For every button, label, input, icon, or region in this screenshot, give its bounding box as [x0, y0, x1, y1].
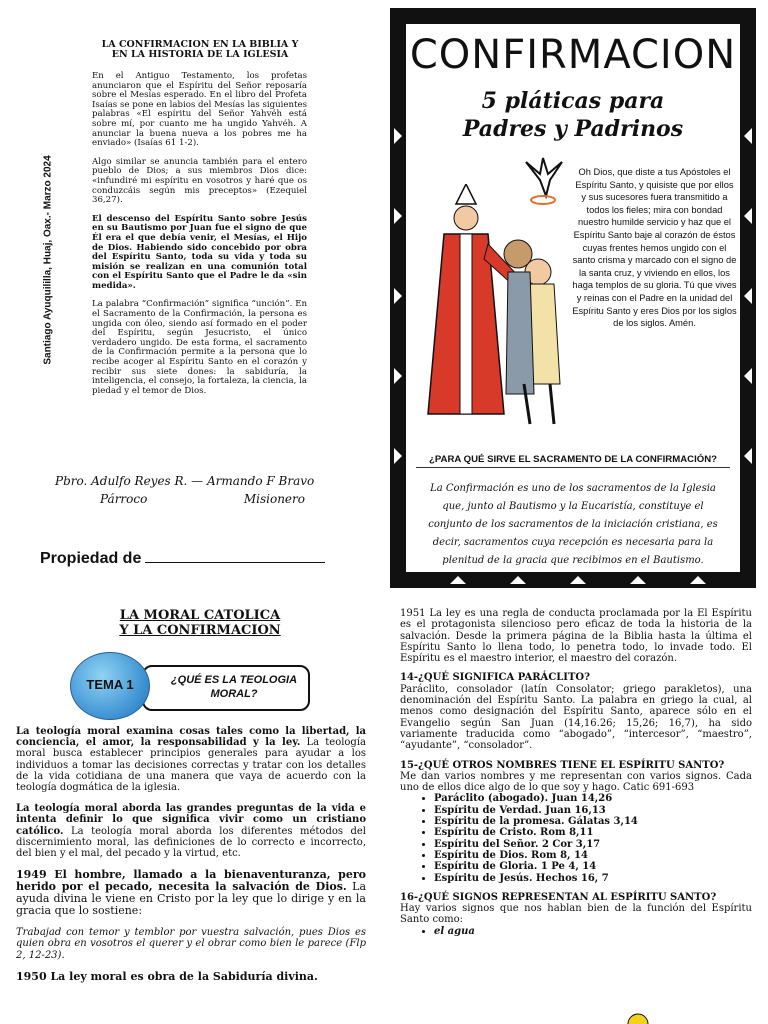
answer-text: La Confirmación es uno de los sacramentos de la Iglesia que, junto al Bautismo y la Eucaristía, constituye el conjunto de los sacramentos de la iniciación cristiana, es decir, sacramentos cuya recepción es necesaria para la plenitud de la gracia que recibimos en el Bautismo. [428, 483, 718, 566]
signature-role: Párroco [100, 492, 148, 506]
paragraph: El descenso del Espíritu Santo sobre Jesús en su Bautismo por Juan fue el signo de que Él era el que debía venir, el Mesías, el Hijo de Dios. Habiendo sido concebido por obra del Espíritu Santo, toda su vida y toda su misión se realizan en una comunión total con el Espíritu Santo que el Padre le da «sin medida». [92, 213, 307, 291]
topic-question: ¿QUÉ ES LA TEOLOGIA MORAL? [170, 674, 298, 700]
paragraph: Algo similar se anuncia también para el entero pueblo de Dios; a sus miembros Dios dice: «infundiré mi espíritu en vosotros y haré que os conduzcáis según mis preceptos» (Ezequiel 36,27). [92, 156, 307, 206]
prayer-text: Oh Dios, que diste a tus Apóstoles el Espíritu Santo, y quisiste que por ellos y sus sucesores fuera transmitido a todos los fieles; mira con bondad nuestro humilde servicio y haz que el Espíritu Santo baje al corazón de éstos cuyas frentes hemos ungido con el santo crisma y marcado con el signo de la santa cruz, y viviendo en ellos, los haga templos de su gloria. Tú que vives y reinas con el Padre en la unidad del Espíritu Santo y eres Dios por los siglos de los siglos. Amén. [572, 167, 737, 329]
question-heading: ¿PARA QUÉ SIRVE EL SACRAMENTO DE LA CONFIRMACIÓN? [416, 454, 730, 468]
answer-15: Me dan varios nombres y me representan con varios signos. Cada uno de ellos dice algo de lo que soy y hago. Catic 691-693 [400, 770, 752, 794]
spirit-text [400, 608, 752, 945]
property-line: Propiedad de [40, 550, 340, 568]
signatures [55, 472, 345, 508]
topic-badge: TEMA 1 [70, 652, 150, 720]
question-14: 14-¿QUÉ SIGNIFICA PARÁCLITO? [400, 672, 590, 684]
blank-line [145, 550, 325, 563]
chapter-heading: LA MORAL CATOLICA Y LA CONFIRMACION [119, 608, 281, 638]
list-item: • Espíritu de Cristo. Rom 8,11 [434, 827, 752, 838]
cover-inner [406, 24, 740, 572]
moral-text [16, 726, 366, 992]
paragraph: 1949 El hombre, llamado a la bienaventuranza, pero herido por el pecado, necesita la salvación de Dios. La ayuda divina le viene en Cristo por la ley que lo dirige y en la gracia que lo sostiene: [16, 868, 367, 918]
cover-subtitle: Padres y Padrinos [462, 116, 684, 142]
paragraph: En el Antiguo Testamento, los profetas anunciaron que el Espíritu del Señor reposaría sobre el Mesías esperado. En el libro del Profeta Isaías se pone en labios del Mesías las siguientes palabras «El espíritu del Señor Yahvéh está sobre mí, por cuanto me ha ungido Yahvéh. A anunciar la buena nueva a los pobres me ha enviado» (Isaías 61 1-2). [92, 71, 307, 149]
signature-names: Pbro. Adulfo Reyes R. — Armando F Bravo [55, 474, 315, 488]
list-item: • Espíritu de la promesa. Gálatas 3,14 [434, 816, 752, 827]
paragraph: La teología moral aborda las grandes preguntas de la vida e intenta definir lo que significa vivir como un cristiano católico. La teología moral aborda los diferentes métodos del discernimiento moral, las definiciones de lo correcto e incorrecto, del bien y el mal, del pecado y la virtud, etc. [16, 803, 366, 860]
signature-role: Misionero [243, 492, 305, 506]
confirmation-illustration [426, 184, 566, 444]
paragraph: 1950 La ley moral es obra de la Sabiduría divina. [16, 969, 318, 983]
question-15: 15-¿QUÉ OTROS NOMBRES TIENE EL ESPÍRITU SANTO? [400, 759, 725, 771]
list-item: • Espíritu de Gloria. 1 Pe 4, 14 [434, 861, 752, 872]
signs-list [400, 926, 752, 937]
names-list [400, 793, 752, 883]
list-item: • Paráclito (abogado). Juan 14,26 [434, 793, 752, 804]
sun-icon [618, 1010, 658, 1024]
topic-box [142, 665, 310, 711]
location-date-text: Santiago Ayuquililla, Huaj, Oax.- Marzo 2024 [42, 155, 54, 365]
cover-subtitle: 5 pláticas para [481, 88, 665, 114]
list-item: • el agua [434, 926, 752, 937]
section-title: LA CONFIRMACION EN LA BIBLIA Y EN LA HISTORIA DE LA IGLESIA [101, 39, 299, 60]
answer-16: Hay varios signos que nos hablan bien de la función del Espíritu Santo como: [400, 903, 752, 926]
paragraph: 1951 La ley es una regla de conducta proclamada por la El Espíritu es el protagonista silencioso pero eficaz de toda la historia de la salvación. Desde la primera página de la Biblia hasta la última el Espíritu Santo lo llena todo, lo penetra todo, lo invade todo. El Espíritu es el maestro interior, el maestro del corazón. [400, 608, 752, 665]
list-item: • Espíritu de Dios. Rom 8, 14 [434, 850, 752, 861]
list-item: • Espíritu de Jesús. Hechos 16, 7 [434, 873, 752, 884]
intro-text [92, 72, 307, 405]
cover-panel [390, 8, 756, 588]
answer-14: Paráclito, consolador (latín Consolator; griego parakletos), una denominación del Espíritu Santo. La palabra en griego la cual, al menos como designación del Espíritu Santo, aparece sólo en el Evangelio según San Juan (14,16.26; 15,26; 16,7), ha sido variamente traducida como “abogado”, “intercesor”, “maestro”, “ayudante”, “consolador”. [400, 683, 752, 752]
paragraph: La teología moral examina cosas tales como la libertad, la conciencia, el amor, la responsabilidad y la ley. La teología moral busca establecer principios generales para ayudar a los individuos a tomar las decisiones correctas y tratar con los detalles de la vida cotidiana de una manera que vaya de acuerdo con la teología dogmática de la iglesia. [16, 726, 366, 794]
question-16: 16-¿QUÉ SIGNOS REPRESENTAN AL ESPÍRITU SANTO? [400, 891, 717, 903]
paragraph: La palabra “Confirmación” significa “unción”. En el Sacramento de la Confirmación, la persona es ungida con óleo, siendo así formado en el poder del Espíritu, según Jesucristo, el único verdadero ungido. De esta forma, el sacramento de la Confirmación permite a la persona que lo recibe acoger al Espíritu Santo en el corazón y recibir sus siete dones: la sabiduría, la inteligencia, el consejo, la fortaleza, la ciencia, la piedad y el temor de Dios. [92, 299, 307, 396]
list-item: • Espíritu de Verdad. Juan 16,13 [434, 805, 752, 816]
cover-title: CONFIRMACION [409, 32, 737, 78]
quote: Trabajad con temor y temblor por vuestra salvación, pues Dios es quien obra en vosotros el querer y el obrar como bien le parece (Flp 2, 12-23). [16, 927, 366, 961]
list-item: • Espíritu del Señor. 2 Cor 3,17 [434, 839, 752, 850]
